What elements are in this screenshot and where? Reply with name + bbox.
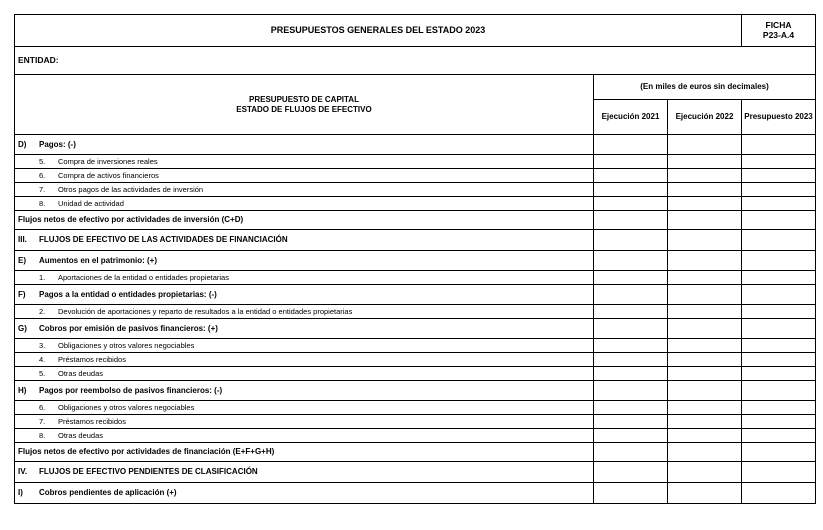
row-label	[15, 483, 594, 504]
row-number: F)	[18, 289, 26, 299]
table-row	[15, 155, 816, 169]
value-cell	[594, 230, 668, 251]
row-text: Aumentos en el patrimonio: (+)	[39, 255, 158, 265]
value-cell	[668, 401, 742, 415]
table-row	[15, 462, 816, 483]
row-text: Otros pagos de las actividades de inversión	[58, 184, 204, 194]
row-label	[15, 415, 594, 429]
value-cell	[594, 462, 668, 483]
value-cell	[594, 285, 668, 305]
column-header-2021: Ejecución 2021	[594, 100, 668, 135]
value-cell	[742, 169, 816, 183]
value-cell	[742, 305, 816, 319]
table-row	[15, 135, 816, 155]
header-table	[14, 14, 816, 75]
statement-title-line1: PRESUPUESTO DE CAPITAL	[249, 95, 359, 105]
value-cell	[742, 230, 816, 251]
row-number: 7.	[39, 184, 46, 194]
ficha-label: FICHA	[765, 19, 792, 30]
row-text: Cobros por emisión de pasivos financieros: (+)	[39, 323, 218, 333]
row-number: 2.	[39, 306, 46, 316]
value-cell	[668, 211, 742, 230]
table-row	[15, 285, 816, 305]
value-cell	[742, 367, 816, 381]
table-row	[15, 183, 816, 197]
value-cell	[668, 415, 742, 429]
value-cell	[594, 381, 668, 401]
value-cell	[668, 429, 742, 443]
value-cell	[742, 401, 816, 415]
row-label	[15, 401, 594, 415]
value-cell	[594, 169, 668, 183]
table-row	[15, 401, 816, 415]
row-label	[15, 251, 594, 271]
row-number: E)	[18, 255, 26, 265]
table-row	[15, 429, 816, 443]
row-label	[15, 183, 594, 197]
value-cell	[668, 197, 742, 211]
row-number: 5.	[39, 368, 46, 378]
budget-form	[14, 14, 815, 504]
row-text: Otras deudas	[58, 430, 104, 440]
row-number: 8.	[39, 430, 46, 440]
statement-title-line2: ESTADO DE FLUJOS DE EFECTIVO	[236, 104, 372, 114]
value-cell	[594, 183, 668, 197]
value-cell	[668, 339, 742, 353]
row-text: Obligaciones y otros valores negociables	[58, 402, 195, 412]
row-text: Devolución de aportaciones y reparto de resultados a la entidad o entidades propietarias	[58, 306, 353, 316]
row-text: Flujos netos de efectivo por actividades de financiación (E+F+G+H)	[18, 447, 275, 456]
value-cell	[742, 197, 816, 211]
row-label	[15, 443, 594, 462]
table-row	[15, 251, 816, 271]
row-label	[15, 169, 594, 183]
row-number: D)	[18, 139, 27, 149]
value-cell	[742, 353, 816, 367]
units-label: (En miles de euros sin decimales)	[594, 75, 816, 100]
table-row	[15, 353, 816, 367]
value-cell	[742, 415, 816, 429]
value-cell	[742, 429, 816, 443]
value-cell	[742, 285, 816, 305]
value-cell	[742, 319, 816, 339]
value-cell	[668, 462, 742, 483]
row-number: 7.	[39, 416, 46, 426]
value-cell	[594, 339, 668, 353]
row-text: Compra de inversiones reales	[58, 156, 158, 166]
row-label	[15, 197, 594, 211]
row-number: G)	[18, 323, 27, 333]
table-row	[15, 169, 816, 183]
row-text: Pagos por reembolso de pasivos financieros: (-)	[39, 385, 223, 395]
row-text: Compra de activos financieros	[58, 170, 159, 180]
table-row	[15, 443, 816, 462]
value-cell	[742, 155, 816, 169]
value-cell	[668, 155, 742, 169]
value-cell	[594, 135, 668, 155]
row-number: IV.	[18, 467, 28, 476]
row-label	[15, 271, 594, 285]
value-cell	[668, 353, 742, 367]
row-label	[15, 319, 594, 339]
row-text: Pagos: (-)	[39, 139, 76, 149]
value-cell	[668, 319, 742, 339]
row-number: 4.	[39, 354, 46, 364]
entity-label: ENTIDAD:	[15, 47, 816, 75]
row-text: Préstamos recibidos	[58, 354, 126, 364]
row-label	[15, 339, 594, 353]
value-cell	[742, 183, 816, 197]
table-row	[15, 339, 816, 353]
row-label	[15, 135, 594, 155]
value-cell	[594, 415, 668, 429]
value-cell	[594, 401, 668, 415]
row-text: Flujos netos de efectivo por actividades de inversión (C+D)	[18, 215, 244, 224]
value-cell	[668, 135, 742, 155]
row-number: H)	[18, 385, 27, 395]
value-cell	[594, 211, 668, 230]
value-cell	[668, 183, 742, 197]
value-cell	[594, 319, 668, 339]
value-cell	[742, 251, 816, 271]
value-cell	[668, 305, 742, 319]
row-text: Cobros pendientes de aplicación (+)	[39, 488, 177, 497]
value-cell	[594, 353, 668, 367]
row-text: Préstamos recibidos	[58, 416, 126, 426]
row-number: III.	[18, 235, 27, 244]
value-cell	[594, 251, 668, 271]
value-cell	[594, 367, 668, 381]
ficha-code: P23-A.4	[762, 29, 795, 40]
table-row	[15, 271, 816, 285]
table-row	[15, 415, 816, 429]
row-text: Aportaciones de la entidad o entidades propietarias	[58, 272, 229, 282]
table-row	[15, 319, 816, 339]
row-text: FLUJOS DE EFECTIVO PENDIENTES DE CLASIFICACIÓN	[39, 467, 258, 476]
column-header-2022: Ejecución 2022	[668, 100, 742, 135]
value-cell	[668, 271, 742, 285]
form-title: PRESUPUESTOS GENERALES DEL ESTADO 2023	[15, 15, 742, 47]
value-cell	[668, 169, 742, 183]
value-cell	[742, 443, 816, 462]
value-cell	[742, 462, 816, 483]
value-cell	[594, 429, 668, 443]
value-cell	[594, 305, 668, 319]
form-code	[742, 15, 816, 47]
row-text: Pagos a la entidad o entidades propietarias: (-)	[39, 289, 217, 299]
row-text: FLUJOS DE EFECTIVO DE LAS ACTIVIDADES DE FINANCIACIÓN	[39, 235, 288, 244]
row-number: 1.	[39, 272, 46, 282]
statement-title	[15, 75, 594, 135]
row-text: Unidad de actividad	[58, 198, 124, 208]
row-label	[15, 462, 594, 483]
value-cell	[742, 271, 816, 285]
value-cell	[668, 443, 742, 462]
row-label	[15, 155, 594, 169]
table-row	[15, 367, 816, 381]
value-cell	[668, 483, 742, 504]
table-row	[15, 305, 816, 319]
column-header-2023: Presupuesto 2023	[742, 100, 816, 135]
row-label	[15, 230, 594, 251]
table-row	[15, 211, 816, 230]
row-number: 8.	[39, 198, 46, 208]
value-cell	[594, 443, 668, 462]
cash-flow-table	[14, 74, 816, 504]
value-cell	[668, 230, 742, 251]
row-label	[15, 305, 594, 319]
value-cell	[594, 483, 668, 504]
value-cell	[594, 271, 668, 285]
row-number: 5.	[39, 156, 46, 166]
row-label	[15, 429, 594, 443]
row-number: 6.	[39, 170, 46, 180]
value-cell	[668, 381, 742, 401]
row-label	[15, 353, 594, 367]
table-row	[15, 381, 816, 401]
value-cell	[594, 197, 668, 211]
value-cell	[742, 135, 816, 155]
row-text: Obligaciones y otros valores negociables	[58, 340, 195, 350]
value-cell	[668, 367, 742, 381]
row-label	[15, 367, 594, 381]
value-cell	[742, 211, 816, 230]
value-cell	[594, 155, 668, 169]
table-row	[15, 483, 816, 504]
row-number: 3.	[39, 340, 46, 350]
row-label	[15, 211, 594, 230]
value-cell	[742, 339, 816, 353]
row-number: I)	[18, 488, 23, 497]
value-cell	[668, 285, 742, 305]
value-cell	[668, 251, 742, 271]
table-row	[15, 197, 816, 211]
row-label	[15, 381, 594, 401]
table-body	[15, 135, 816, 504]
row-label	[15, 285, 594, 305]
value-cell	[742, 381, 816, 401]
table-row	[15, 230, 816, 251]
value-cell	[742, 483, 816, 504]
row-number: 6.	[39, 402, 46, 412]
row-text: Otras deudas	[58, 368, 104, 378]
